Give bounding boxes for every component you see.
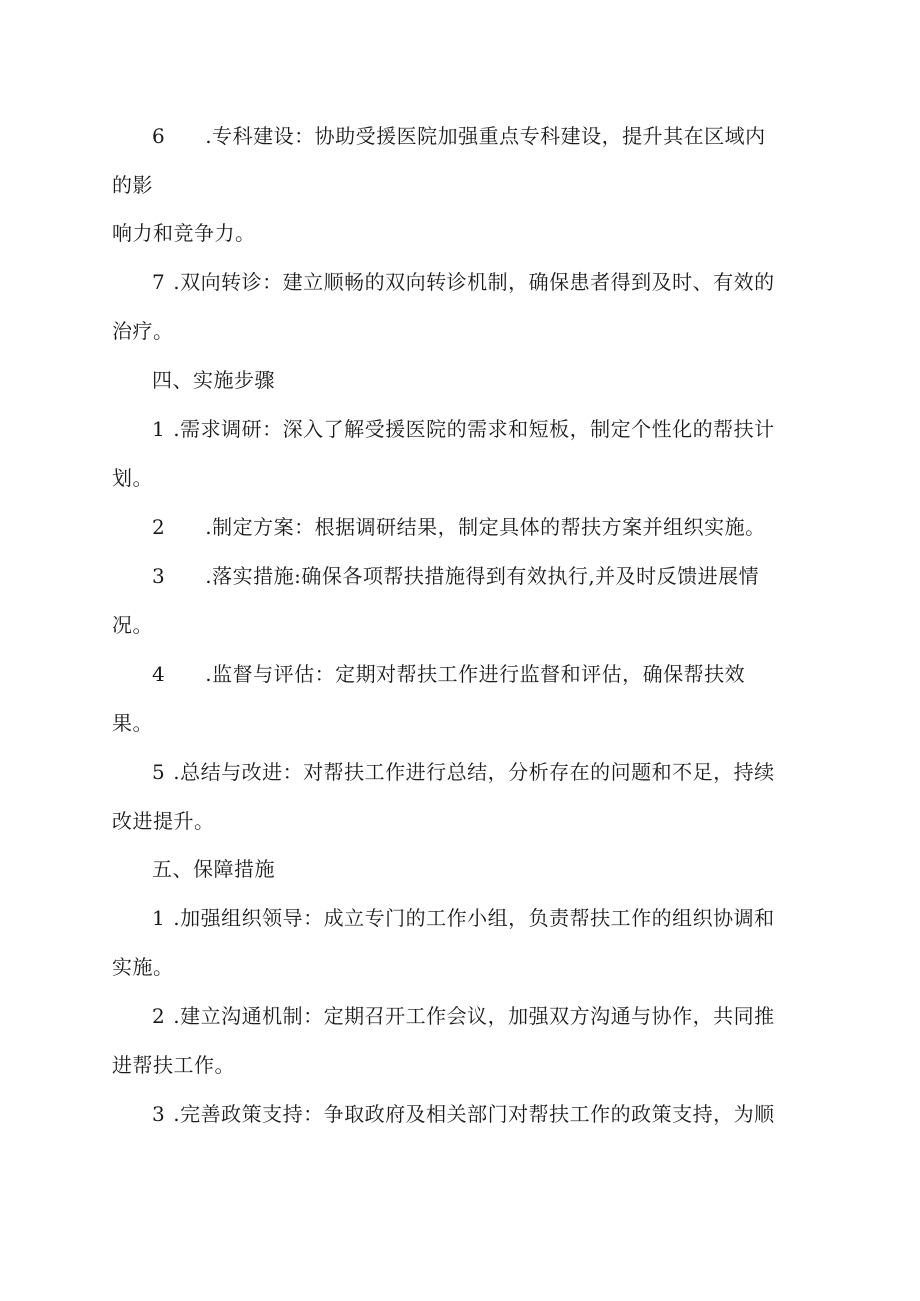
- list-item-2-continuation: 进帮扶工作。: [112, 1053, 235, 1077]
- item-number: 6: [152, 124, 166, 148]
- list-item-7-first-line: [152, 270, 775, 294]
- list-item-2-first-line: [152, 515, 766, 539]
- item-number: 1: [152, 417, 166, 441]
- item-text: .完善政策支持：争取政府及相关部门对帮扶工作的政策支持，为顺: [173, 1102, 775, 1126]
- list-item-6-continuation: 的影: [112, 173, 153, 197]
- item-number: 7: [152, 270, 166, 294]
- item-number: 4: [152, 662, 166, 686]
- item-number: 5: [152, 760, 166, 784]
- list-item-3-first-line: [152, 1102, 775, 1126]
- item-number: 2: [152, 515, 166, 539]
- item-number: 2: [152, 1004, 166, 1028]
- list-item-4-first-line: [152, 662, 745, 686]
- item-text: .制定方案：根据调研结果，制定具体的帮扶方案并组织实施。: [205, 515, 766, 539]
- list-item-6-continuation: 响力和竞争力。: [112, 221, 256, 245]
- item-text: .双向转诊：建立顺畅的双向转诊机制，确保患者得到及时、有效的: [173, 270, 775, 294]
- item-number: 3: [152, 564, 166, 588]
- item-number: 3: [152, 1102, 166, 1126]
- list-item-2-first-line: [152, 1004, 775, 1028]
- list-item-1-continuation: 实施。: [112, 955, 174, 979]
- list-item-5-first-line: [152, 760, 775, 784]
- item-number: 1: [152, 906, 166, 930]
- item-text: .落实措施:确保各项帮扶措施得到有效执行,并及时反馈进展情: [205, 564, 760, 588]
- list-item-5-continuation: 改进提升。: [112, 809, 215, 833]
- item-text: .监督与评估：定期对帮扶工作进行监督和评估，确保帮扶效: [205, 662, 746, 686]
- item-text: .加强组织领导：成立专门的工作小组，负责帮扶工作的组织协调和: [173, 906, 775, 930]
- section-heading-safeguard-measures: 五、保障措施: [152, 857, 275, 881]
- list-item-7-continuation: 治疗。: [112, 319, 174, 343]
- item-text: .专科建设：协助受援医院加强重点专科建设，提升其在区域内: [205, 124, 766, 148]
- list-item-1-first-line: [152, 417, 775, 441]
- item-text: .总结与改进：对帮扶工作进行总结，分析存在的问题和不足，持续: [173, 760, 775, 784]
- list-item-1-continuation: 划。: [112, 466, 153, 490]
- list-item-3-continuation: 况。: [112, 613, 153, 637]
- list-item-6-first-line: [152, 124, 766, 148]
- item-text: .建立沟通机制：定期召开工作会议，加强双方沟通与协作，共同推: [173, 1004, 775, 1028]
- list-item-3-first-line: [152, 564, 759, 588]
- list-item-4-continuation: 果。: [112, 711, 153, 735]
- section-heading-implementation-steps: 四、实施步骤: [152, 368, 275, 392]
- list-item-1-first-line: [152, 906, 775, 930]
- item-text: .需求调研：深入了解受援医院的需求和短板，制定个性化的帮扶计: [173, 417, 775, 441]
